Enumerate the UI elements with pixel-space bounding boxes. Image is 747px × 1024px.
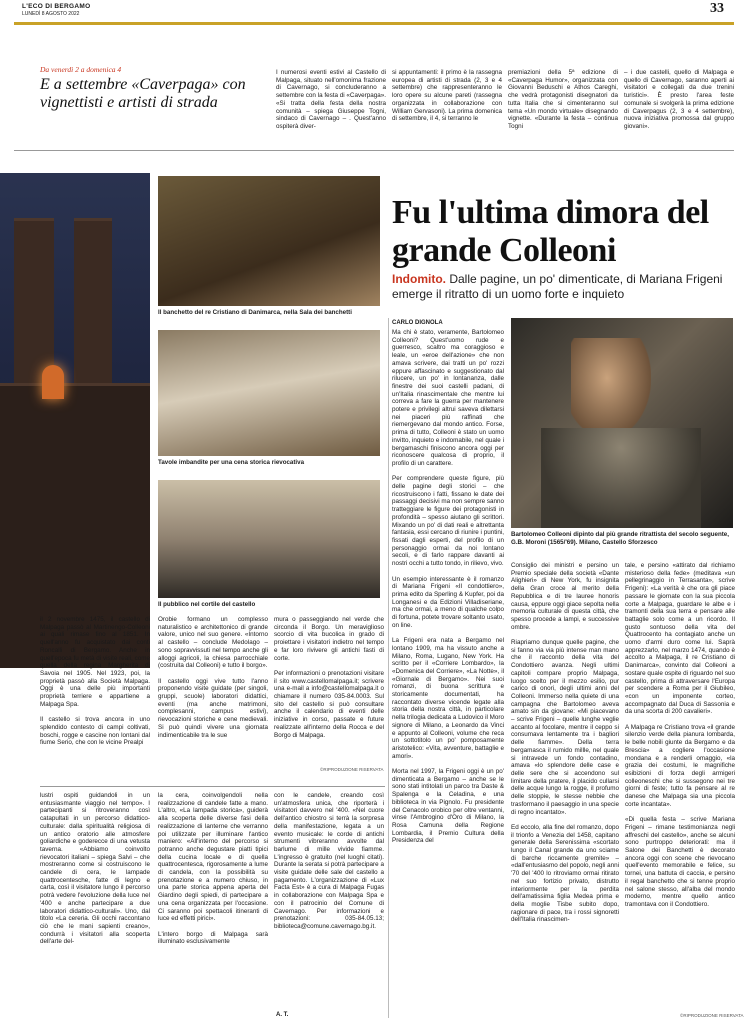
main-article-title: Fu l'ultima dimora del grande Colleoni	[392, 194, 709, 269]
top-section-divider	[14, 150, 734, 151]
photo-caption-banquet: Il banchetto del re Cristiano di Danimarca, nella Sala dei banchetti	[158, 309, 352, 316]
sidebar-headline: E a settembre «Caverpaga» con vignettisti e artisti di strada	[40, 76, 246, 111]
portrait-armor	[541, 428, 701, 528]
bottom-signature: A. T.	[276, 1012, 289, 1018]
sidebar-kicker: Da venerdì 2 a domenica 4	[40, 65, 122, 74]
castle-tower-left	[14, 218, 54, 388]
portrait-face	[571, 338, 651, 438]
castle-tower-center	[74, 218, 112, 388]
portrait-caption: Bartolomeo Colleoni dipinto dal più grande ritrattista del secolo seguente, G.B. Moroni (1565/'69). Milano, Castello Sforzesco	[511, 531, 729, 546]
main-article-column-1: Ma chi è stato, veramente, Bartolomeo Colleoni? Quest'uomo rude e guerresco, scaltro ma coraggioso e leale, un «eroe dell'azione» che non amava scrivere, dai tratti un po' rozzi eppure affascinato e suggestionato dal rilucere, un po' in lontananza, dalle finestre dei suoi castelli padani, di un'Italia rinascimentale che mentre lui correva a fare la guerra per mantenere potere e privilegi altrui saveva dilettarsi nei piaceri più raffinati che riemergevano dal mondo antico. Forse, prima di tutto, Colleoni è stato un uomo invitto, inquieto e indomabile, nel quale i bergamaschi finiscono ancora oggi per riconoscere qualcosa di proprio, il profilo di un carattere. Per comprendere queste figure, più delle pagine degli storici – che ricostruiscono i fatti, fissano le date dei passaggi decisivi ma non sempre sanno tratteggiare le figure dei protagonisti in profondità – spesso aiutano gli scrittori. Mixando un po' di dati reali e altrettanta fantasia, essi cercano di riunire i puntini, fissati dagli esperti, del profilo di un personaggio ormai da noi lontano secoli, e di farlo rappare davanti ai nostri occhi a tutto tondo, in rilievo, vivo. Un esempio interessante è il romanzo di Mariana Frigeni «Il condottiero», prima edito da Sperling & Kupfer, poi da Longanesi e da Edizioni Villadiseriane, ma che ormai, a meno di qualche colpo di fortuna, potete trovare soltanto usato, on line. La Frigeni era nata a Bergamo nel lontano 1909, ma ha vissuto anche a Milano, Roma, Lugano, New York. Ha scritto per il «Corriere Lombardo», la «Domenica del Corriere», «La Notte», il «Giornale di Bergamo». Nei suoi romanzi, di buona scrittura e storicamente documentati, ha raccontato diverse vicende legate alla storia della nostra città, in particolare nella trilogia dedicata a Ludovico il Moro signore di Milano, a Leonardo da Vinci e appunto al Colleoni, volume che reca un sottotitolo un po' pomposamente aristotelico: «Vita, avventure, battaglie e amori». Morta nel 1997, la Frigeni oggi è un po' dimenticata a Bergamo – anche se le sono stati intitolati un parco tra Daste & Spalenga e la Celadina, e una biblioteca in via Pignolo. Fu presidente del Cenacolo orobico per oltre ventanni, vinse l'Ambrogino d'Oro di Milano, la Rosa Camuna della Regione Lombardia, il Premio Cultura della Presidenza del	[392, 329, 504, 845]
castle-lit-arch	[42, 365, 64, 399]
main-article-column-3: tale, e persino «attirato dal richiamo misterioso della fede» (meditava «un pellegrinaggio in Terrasanta», scrive Frigeni): «La verità è che ora gli piace passare le giornate con la sua piccola corte a Malpaga, guardare le albe e i tramonti della sua terra e pensare alle battaglie solo come a un ricordo. Il gusto sontuoso della vita del Quattrocento ha contagiato anche un uomo d'armi duro come lui. Saprà apprezzarlo, nel marzo 1474, quando è accolto a Malpaga, il re Cristiano di Danimarca», convinto dal Colleoni a sostare quale ospite di riguardo nel suo castello, prima di attraversare l'Europa per scendere a Roma per il Giubileo, «con un imponente corteo, accompagnato dal Duca di Sassonia e da una scorta di 200 cavalieri». A Malpaga re Cristiano trova «il grande silenzio verde della pianura lombarda, le belle nobili giunte da Bergamo e da Brescia» a cogliere l'occasione mondana e a renderli omaggio, «la grazia dei costumi, le magnifiche esibizioni di forza degli armigeri colleoneschi che si sussegono nei tre giorni di feste; tutto fa pensare al re danese che Malpaga sia una piccola corte incantata». «Di quella festa – scrive Mariana Frigeni – rimane testimonianza negli affreschi del castello», anche se alcuni sono purtroppo deteriorati: ma il Salone dei Banchetti è decorato ancora oggi con scene che rievocano quell'evento memorabile e felice, su tornei, una battuta di caccia, e persino il regal banchetto che si tenne proprio nel salone stesso, all'alba del mondo moderno, mentre quello antico tramontava con il Condottiero.	[625, 562, 735, 908]
castle-column-2: Orobie formano un complesso naturalistico e architettonico di grande valore, unico nel suo genere. «Intorno al castello – conclude Medolago – sono sopravvissuti nel tempo anche gli alloggi agricoli, la chiesa parrocchiale (costruita dal Colleoni) e tutto il borgo». Il castello oggi vive tutto l'anno proponendo visite guidate (per singoli, gruppi, scuole) laboratori didattici, eventi (ma anche matrimoni, complesanni, campus estivi), rievocazioni storiche e cene medievali. Si può quindi vivere una giornata indimenticabile tra le sue	[158, 616, 268, 739]
sidebar-column-4: – i due castelli, quello di Malpaga e quello di Cavernago, saranno aperti ai visitatori e collegati da due trenini turistici». È presto l'area feste comunale si svolgerà la prima edizione di Caverpagus (2, 3 e 4 settembre), nuova iniziativa promossa dal gruppo giovani».	[624, 69, 734, 130]
subtitle-keyword: Indomito.	[392, 272, 446, 286]
photo-caption-tables: Tavole imbandite per una cena storica rievocativa	[158, 459, 305, 466]
castle-night-photo	[0, 173, 150, 668]
sidebar-column-2: si appuntamenti: il primo è la rassegna europea di artisti di strada (2, 3 e 4 settembre) che rappresenteranno le loro opere su alcune pareti (rassegna organizzata in collaborazione con William Gervasoni). La prima domenica di settembre, il 4, si terranno le	[392, 69, 502, 123]
castle-column-1: il 2 novembre 1475, il castello di Malpaga passò al Martinengo-Colleoni ai quali rimase fino al 1851. In quell'anno fu acquistato dai conti Roncalli di Bergamo. Anche in quell'epoca fu metà di visite reali, come quella della regina Margherita di Savoia nel 1905. Nel 1923, poi, la proprietà passò alla Società Malpaga. Oggi è una delle più importanti proprietà terriere e appartiene a Malpaga Spa. Il castello si trova ancora in uno splendido contesto di campi coltivati, boschi, rogge e cascine non lontani dal fiume Serio, che con le vicine Prealpi	[40, 616, 150, 747]
main-article-subtitle	[392, 272, 732, 302]
page-number: 33	[710, 1, 724, 16]
column-divider	[388, 318, 389, 1018]
courtyard-audience-photo	[158, 480, 380, 598]
newspaper-name: L'ECO DI BERGAMO	[22, 3, 91, 10]
article-byline: CARLO DIGNOLA	[392, 320, 443, 326]
sidebar-column-1: I numerosi eventi estivi al Castello di Malpaga, situato nell'omonima frazione di Cavernago, si concluderanno a settembre con la festa di «Caverpaga». «Si tratta della festa della nostra comunità – spiega Giuseppe Togni, sindaco di Cavernago – . Quest'anno ospiterà diver-	[276, 69, 386, 130]
main-reproduction-note: ©RIPRODUZIONE RISERVATA	[680, 1013, 744, 1018]
castle-column-3: mura o passeggiando nel verde che circonda il Borgo. Un meraviglioso scorcio di vita bucolica in grado di proiettare i visitatori indietro nel tempo e far loro rivivere gli antichi fasti di corte. Per informazioni o prenotazioni visitare il sito www.castellomalpaga.it; scrivere una e-mail a info@castellomalpaga.it o chiamare il numero 035-84.0003. Sul sito del castello si può consultare anche il calendario di eventi delle iniziative in corso, passate e future realizzate all'interno della Rocca e del Borgo di Malpaga.	[274, 616, 384, 739]
photo-caption-courtyard: Il pubblico nel cortile del castello	[158, 601, 256, 608]
subtitle-text: Dalle pagine, un po' dimenticate, di Mariana Frigeni emerge il ritratto di un uomo forte e inquieto	[392, 272, 723, 301]
colleoni-portrait	[511, 318, 733, 528]
banquet-fresco-photo	[158, 176, 380, 306]
mid-section-divider	[40, 786, 385, 787]
castle-reproduction-note: ©RIPRODUZIONE RISERVATA	[320, 767, 384, 772]
sidebar-column-3: premiazioni della 5ª edizione di «Caverpaga Humor», organizzata con Giovanni Beduschi e Athos Careghi, che vedrà protagonisti disegnatori da tutta Italia che si cimenteranno sul tema «Un mondo virtuale» disegnando vignette. «Durante la festa – continua Togni	[508, 69, 618, 130]
main-article-column-2: Consiglio dei ministri e persino un Premio speciale della società «Dante Alighieri» di New York, fu insignita della Gran croce al merito della Repubblica e di tre lauree honoris causa, eppure oggi giace sepolta nella memoria culturale di questa città, che spesso procede a lampi, e successive ombre. Riapriamo dunque quelle pagine, che si fanno via via più intense man mano che il racconto della vita del Condottiero avanza. Negli ultimi capitoli compare proprio Malpaga, luogo scelto per il mezzo esilio, pur carico di onori, degli ultimi anni del Colleoni. Immerso nella quiete di una campagna che Bartolomeo aveva amato sin da giovane: «Mi piacevano – scrive Frigeni – quelle lunghe veglie accanto al focolare, mentre il ceppo si consumava lentamente tra i bagliori delle fiamme». Della terra bergamasca il rumido millle, nel quale si intravede un fondo contadino, amava «lo splendore delle case e delle sere che si accendono sul limitare della pratere, il placido cullarsi delle acque lungo la rogge, il profumo delle stoppie, le stesse nebbie che trasformano il paesaggio in una specie di regno incantato». Ed eccolo, alla fine del romanzo, dopo il trionfo a Venezia del 1458, capitano generale della Serenissima «scortato lungo il Canal grande da uno sciame di barche riccamente gremite» – «dall'entusiasmo del popolo, negli anni '70 del '400 lo ritroviamo ormai ritirato nel suo fortizio privato, distrutto interiormente per la perdita dell'amatissima figlia Medea prima e della moglie Tisbe subito dopo, ragionare di pace, tra i rossi signoretti dell'Italia rinascimen-	[511, 562, 619, 924]
dinner-tables-photo	[158, 330, 380, 456]
issue-date: LUNEDÌ 8 AGOSTO 2022	[22, 11, 80, 17]
bottom-column-2: la cera, coinvolgendoli nella realizzazione di candele fatte a mano. L'altro, «La lampada storica», guiderà alla scoperta delle diverse fasi della realizzazione di lanterne che verranno poi utilizzate per illuminare l'antico maniero: «All'interno del percorso si potranno anche degustare piatti tipici della cucina locale e di quella quattrocentesca, rigorosamente a lume di candela, con la possibilità su prenotazione e a numero chiuso, in una parte storica appena aperta del Giardino degli spiedi, di partecipare a una cena organizzata per l'occasione. Ci saranno poi spettacoli itineranti di luce ed effetti pirici». L'intero borgo di Malpaga sarà illuminato esclusivamente	[158, 792, 268, 946]
bottom-column-3: con le candele, creando così un'atmosfera unica, che riporterà i visitatori davvero nel '400. «Nel cuore dell'antico chiostro si terrà la sorpresa della manifestazione, legata a un evento musicale: le corde di antichi strumenti vibreranno avvolte dal barlume di mille vivide fiamme. L'ingresso è gratuito (nel luoghi citati). Durante la serata si potrà partecipare a visite guidate delle sale del castello a pagamento. L'organizzazione di «Lux Facta Est» è a cura di Malpaga Fugas in collaborazione con Malpaga Spa e con il patrocinio del Comune di Cavernago. Per informazioni e prenotazioni: 035-84.05.13; biblioteca@comune.cavernago.bg.it.	[274, 792, 384, 930]
bottom-column-1: lustri ospiti guidandoli in un entusiasmante viaggio nel tempo». I partecipanti si ritroveranno così catapultati in un percorso didattico-culturale: dalla spiritualità religiosa di un antico oratorio alle atmosfere goliardiche e goderecce di una vetusta taverna. «Abbiamo coinvolto rievocatori italiani – spiega Salvi – che mostreranno come si costruiscono le candele di cera, le lampade quattrocentesche, fatte di legno e carta, così il visitatore lungo il percorso potrà vedere l'evoluzione della luce nel '400 e anche partecipare a due laboratori didattico-culturali». Uno, dal titolo «La cereria. Gli occhi raccontano ciò che le mani sapienti creano», condurrà i visitatori alla scoperta dell'arte del-	[40, 792, 150, 946]
header-rule	[14, 22, 734, 25]
